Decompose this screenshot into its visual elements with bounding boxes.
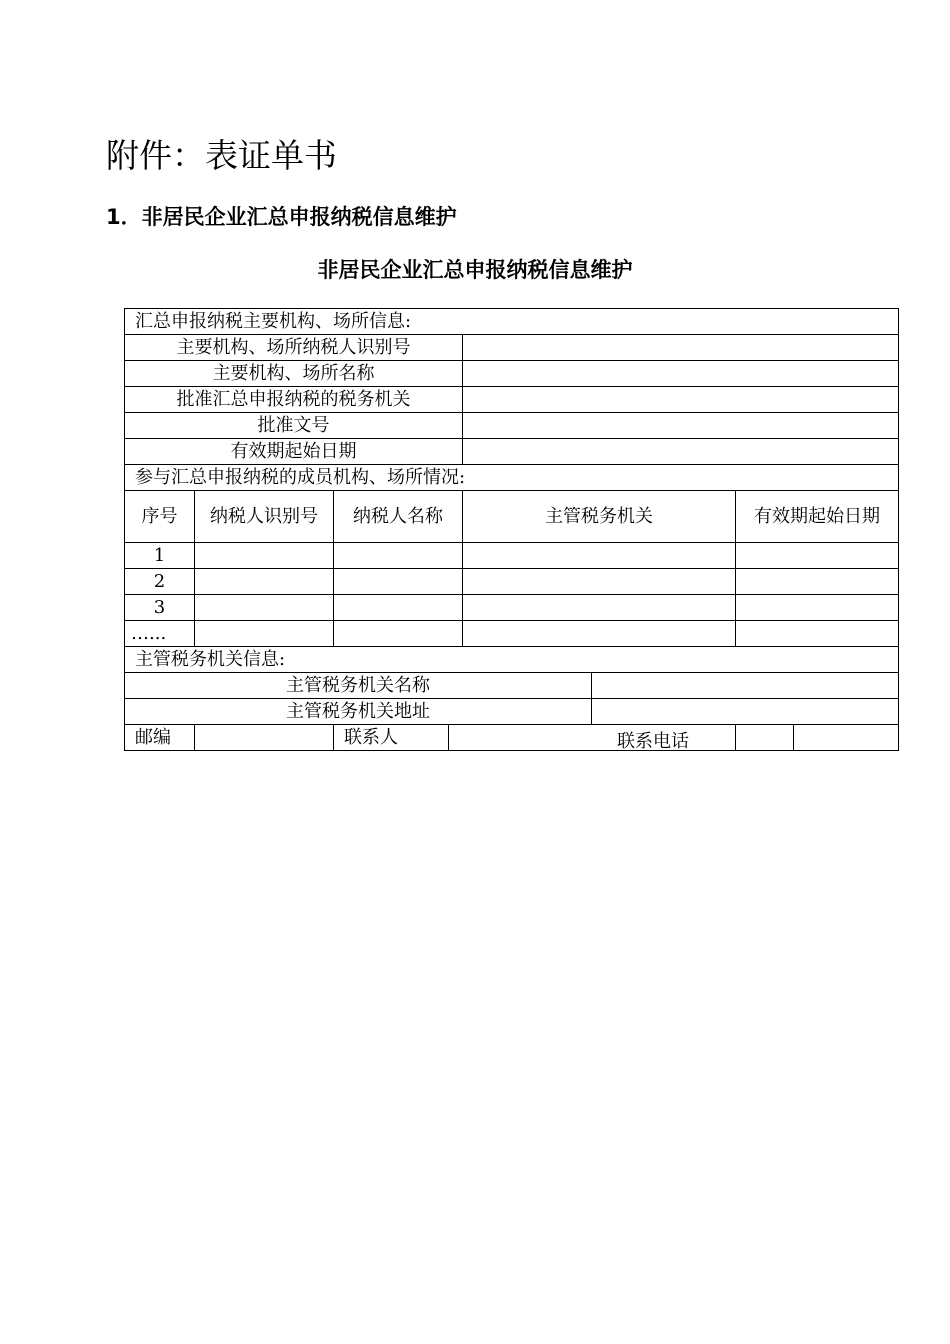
member-name-cell[interactable] [334, 621, 463, 647]
form-title: 非居民企业汇总申报纳税信息维护 [317, 258, 633, 282]
info-form-table [124, 308, 899, 751]
main-field-row [125, 361, 899, 387]
approving-authority-value[interactable] [463, 387, 899, 413]
member-date-cell[interactable] [736, 621, 899, 647]
member-name-cell[interactable] [334, 595, 463, 621]
table-row [125, 595, 899, 621]
authority-address-label: 主管税务机关地址 [125, 699, 592, 725]
section-heading: 1．非居民企业汇总申报纳税信息维护 [106, 205, 457, 229]
main-taxpayer-id-label: 主要机构、场所纳税人识别号 [125, 335, 463, 361]
main-field-row [125, 335, 899, 361]
section-members-header-row [125, 465, 899, 491]
contact-person-label: 联系人 [334, 725, 449, 751]
member-taxpayer-id-cell[interactable] [195, 621, 334, 647]
phone-label-spacer [736, 725, 794, 751]
section-members-title: 参与汇总申报纳税的成员机构、场所情况: [125, 465, 899, 491]
col-header-seq: 序号 [125, 491, 195, 543]
member-authority-cell[interactable] [463, 543, 736, 569]
authority-contact-row [125, 725, 899, 751]
member-taxpayer-id-cell[interactable] [195, 543, 334, 569]
section-authority-title: 主管税务机关信息: [125, 647, 899, 673]
member-date-cell[interactable] [736, 569, 899, 595]
valid-start-date-label: 有效期起始日期 [125, 439, 463, 465]
col-header-taxpayer-id: 纳税人识别号 [195, 491, 334, 543]
approval-number-label: 批准文号 [125, 413, 463, 439]
member-date-cell[interactable] [736, 595, 899, 621]
authority-name-label: 主管税务机关名称 [125, 673, 592, 699]
main-name-value[interactable] [463, 361, 899, 387]
row-seq: 2 [125, 569, 195, 595]
main-taxpayer-id-value[interactable] [463, 335, 899, 361]
approving-authority-label: 批准汇总申报纳税的税务机关 [125, 387, 463, 413]
authority-field-row [125, 673, 899, 699]
section-authority-header-row [125, 647, 899, 673]
member-name-cell[interactable] [334, 569, 463, 595]
main-field-row [125, 387, 899, 413]
valid-start-date-value[interactable] [463, 439, 899, 465]
main-field-row [125, 413, 899, 439]
row-seq: 1 [125, 543, 195, 569]
member-taxpayer-id-cell[interactable] [195, 569, 334, 595]
member-date-cell[interactable] [736, 543, 899, 569]
member-authority-cell[interactable] [463, 621, 736, 647]
member-authority-cell[interactable] [463, 569, 736, 595]
table-row [125, 543, 899, 569]
member-name-cell[interactable] [334, 543, 463, 569]
main-field-row [125, 439, 899, 465]
members-column-header-row [125, 491, 899, 543]
col-header-tax-authority: 主管税务机关 [463, 491, 736, 543]
member-taxpayer-id-cell[interactable] [195, 595, 334, 621]
postcode-value[interactable] [195, 725, 334, 751]
authority-name-value[interactable] [592, 673, 899, 699]
col-header-taxpayer-name: 纳税人名称 [334, 491, 463, 543]
page-heading: 附件：表证单书 [106, 136, 337, 175]
table-row [125, 569, 899, 595]
main-name-label: 主要机构、场所名称 [125, 361, 463, 387]
phone-label: 联系电话 [617, 731, 689, 752]
contact-person-value[interactable] [449, 725, 736, 751]
phone-value[interactable] [794, 725, 899, 751]
col-header-valid-start-date: 有效期起始日期 [736, 491, 899, 543]
authority-field-row [125, 699, 899, 725]
postcode-label: 邮编 [125, 725, 195, 751]
row-seq: 3 [125, 595, 195, 621]
table-row [125, 621, 899, 647]
row-seq-ellipsis: …... [125, 621, 195, 647]
section-main-title: 汇总申报纳税主要机构、场所信息: [125, 309, 899, 335]
section-main-header-row [125, 309, 899, 335]
member-authority-cell[interactable] [463, 595, 736, 621]
approval-number-value[interactable] [463, 413, 899, 439]
authority-address-value[interactable] [592, 699, 899, 725]
